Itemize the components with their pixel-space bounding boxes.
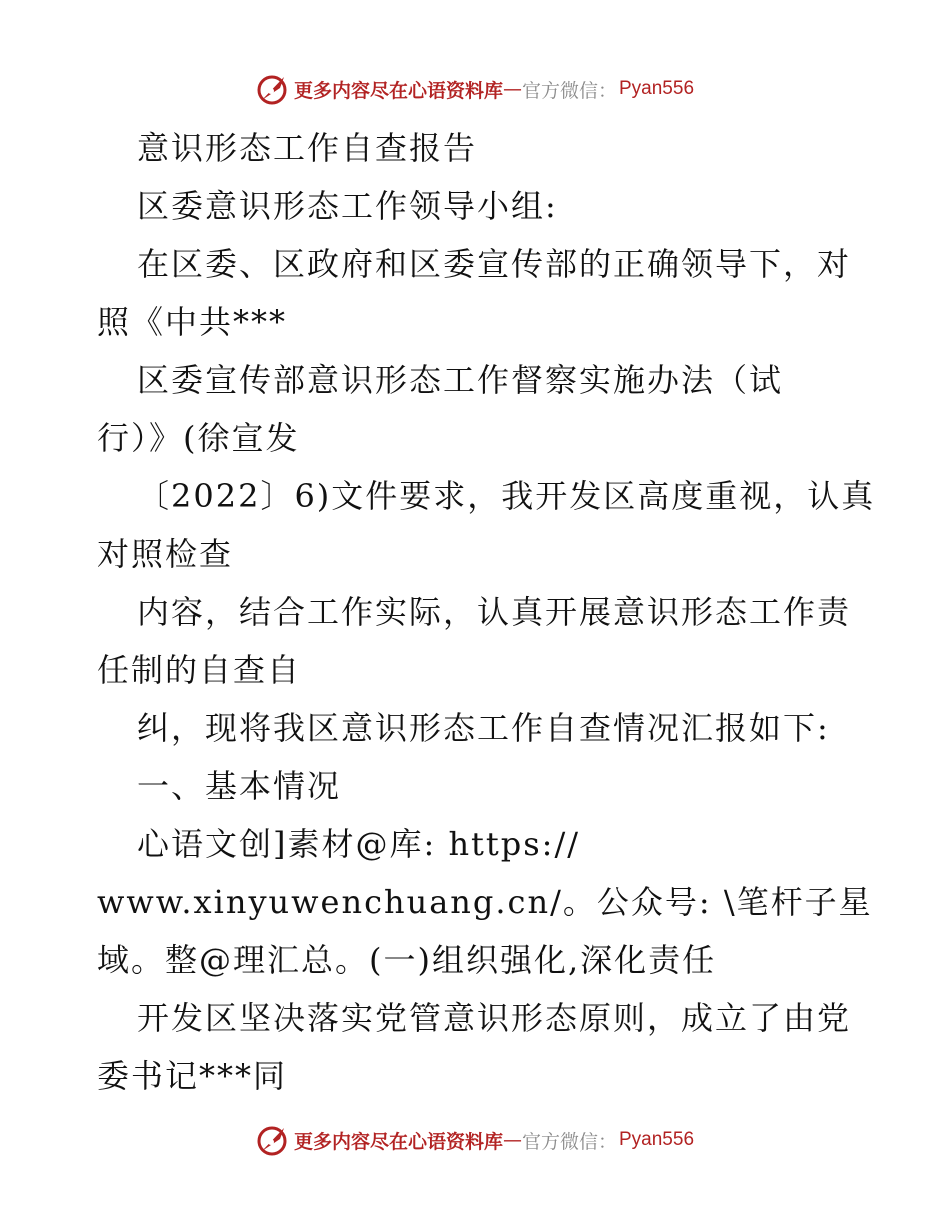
quill-pen-logo-icon — [256, 72, 290, 106]
watermark-label: 官方微信： — [521, 79, 617, 102]
watermark-dash: — — [502, 1129, 522, 1151]
salutation: 区委意识形态工作领导小组: — [137, 187, 558, 225]
paragraph-line: www.xinyuwenchuang.cn/。公众号: \笔杆子星 — [97, 883, 873, 921]
paragraph-line: 对照检查 — [97, 535, 234, 573]
watermark-dash: — — [502, 78, 522, 100]
paragraph-line: 心语文创]素材@库: https:// — [137, 825, 581, 863]
paragraph-line: 任制的自查自 — [97, 651, 302, 689]
watermark-id: Pyan556 — [619, 1129, 695, 1150]
watermark-label: 官方微信： — [521, 1130, 617, 1153]
paragraph-line: 委书记***同 — [97, 1057, 288, 1095]
paragraph-line: 域。整@理汇总。(一)组织强化,深化责任 — [97, 941, 717, 979]
paragraph-line: 在区委、区政府和区委宣传部的正确领导下，对 — [137, 245, 852, 283]
paragraph-line: 照《中共*** — [97, 303, 288, 341]
paragraph-line: 开发区坚决落实党管意识形态原则，成立了由党 — [137, 999, 852, 1037]
watermark-main-text: 更多内容尽在心语资料库 — [293, 1130, 503, 1153]
quill-pen-logo-icon — [256, 1123, 290, 1157]
document-title: 意识形态工作自查报告 — [137, 129, 478, 167]
paragraph-line: 行）》(徐宣发 — [97, 419, 300, 457]
section-heading: 一、基本情况 — [137, 767, 342, 805]
watermark-main-text: 更多内容尽在心语资料库 — [293, 79, 503, 102]
paragraph-line: 〔2022〕6)文件要求，我开发区高度重视，认真 — [137, 477, 876, 515]
watermark-id: Pyan556 — [619, 78, 695, 99]
paragraph-line: 内容，结合工作实际，认真开展意识形态工作责 — [137, 593, 852, 631]
watermark-footer — [0, 1123, 950, 1157]
paragraph-line: 区委宣传部意识形态工作督察实施办法（试 — [137, 361, 784, 399]
paragraph-line: 纠，现将我区意识形态工作自查情况汇报如下: — [137, 709, 830, 747]
watermark-header — [0, 72, 950, 106]
